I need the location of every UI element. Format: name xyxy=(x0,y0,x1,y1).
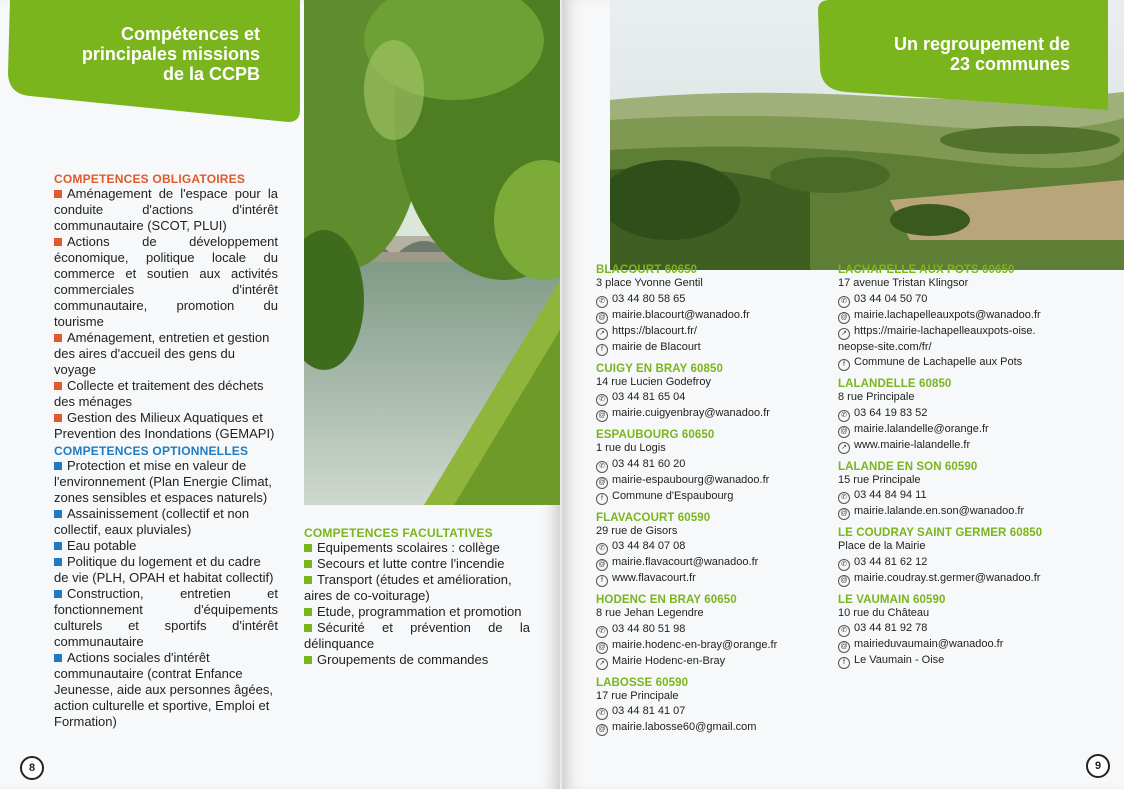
list-item: Sécurité et prévention de la délinquance xyxy=(304,620,530,651)
list-item: Aménagement de l'espace pour la conduite d'actions d'intérêt communautaire (SCOT, PLUI) xyxy=(54,186,278,233)
left-title-line-2: principales missions xyxy=(81,44,260,64)
commune-info-line xyxy=(838,292,1108,308)
right-page xyxy=(562,0,1124,789)
commune-info-line xyxy=(838,308,1108,324)
communes-column-2 xyxy=(838,264,1108,676)
facebook-icon: f xyxy=(838,359,850,371)
page-number-left: 8 xyxy=(20,756,44,780)
commune-info-text[interactable]: 03 44 84 07 08 xyxy=(612,540,686,552)
commune-info-line xyxy=(596,340,828,356)
commune-block xyxy=(596,363,828,423)
commune-info-text[interactable]: mairie.lachapelleauxpots@wanadoo.fr xyxy=(854,308,1041,321)
commune-name: LACHAPELLE AUX POTS 60650 xyxy=(838,264,1015,276)
commune-info-line xyxy=(596,571,828,587)
commune-info-line xyxy=(596,638,828,654)
list-item: Protection et mise en valeur de l'environnement (Plan Energie Climat, zones sensibles et espaces naturels) xyxy=(54,458,272,505)
commune-info-text[interactable]: mairie.coudray.st.germer@wanadoo.fr xyxy=(854,571,1041,584)
email-icon: @ xyxy=(838,312,850,324)
commune-info-text[interactable]: www.flavacourt.fr xyxy=(612,572,696,584)
commune-block xyxy=(838,461,1108,521)
list-item: Transport (études et amélioration, aires de co-voiturage) xyxy=(304,572,512,603)
commune-info-text: 14 rue Lucien Godefroy xyxy=(596,375,711,388)
commune-block xyxy=(838,594,1108,670)
email-icon: @ xyxy=(838,575,850,587)
commune-info-text: 8 rue Principale xyxy=(838,391,915,403)
commune-name: CUIGY EN BRAY 60850 xyxy=(596,362,723,375)
commune-info-line xyxy=(838,473,1108,489)
square-bullet-icon xyxy=(54,334,62,342)
commune-info-line xyxy=(838,653,1108,669)
commune-info-line xyxy=(596,539,828,555)
square-bullet-icon xyxy=(54,510,62,518)
commune-info-line xyxy=(596,473,828,489)
commune-name: HODENC EN BRAY 60650 xyxy=(596,594,737,606)
commune-info-line xyxy=(838,555,1108,571)
commune-info-line xyxy=(596,375,828,391)
commune-block xyxy=(838,378,1108,454)
square-bullet-icon xyxy=(54,542,62,550)
commune-info-text[interactable]: Commune de Lachapelle aux Pots xyxy=(854,356,1023,368)
commune-info-text[interactable]: Mairie Hodenc-en-Bray xyxy=(612,654,726,667)
commune-info-text[interactable]: 03 44 80 51 98 xyxy=(612,622,686,635)
competences-optionnelles-section xyxy=(54,444,278,730)
email-icon: @ xyxy=(596,559,608,571)
list-item: Politique du logement et du cadre de vie (PLH, OPAH et habitat collectif) xyxy=(54,554,274,585)
commune-info-line xyxy=(596,276,828,292)
web-icon: ↗ xyxy=(838,442,850,454)
facebook-icon: f xyxy=(596,344,608,356)
commune-info-line xyxy=(596,704,828,720)
phone-icon: ✆ xyxy=(838,492,850,504)
commune-info-text[interactable]: mairie.flavacourt@wanadoo.fr xyxy=(612,556,759,568)
right-page-title xyxy=(838,34,1070,74)
phone-icon: ✆ xyxy=(596,543,608,555)
commune-name: ESPAUBOURG 60650 xyxy=(596,429,715,441)
list-item: Equipements scolaires : collège xyxy=(304,540,530,556)
commune-info-line xyxy=(596,390,828,406)
commune-info-line xyxy=(596,720,828,736)
left-page xyxy=(0,0,560,789)
email-icon: @ xyxy=(838,508,850,520)
commune-block xyxy=(596,512,828,588)
commune-info-text[interactable]: 03 44 81 65 04 xyxy=(612,391,686,403)
commune-info-text[interactable]: mairie.hodenc-en-bray@orange.fr xyxy=(612,638,778,651)
commune-info-text[interactable]: mairie.blacourt@wanadoo.fr xyxy=(612,308,750,321)
phone-icon: ✆ xyxy=(596,394,608,406)
commune-info-line xyxy=(596,489,828,505)
facebook-icon: f xyxy=(596,575,608,587)
square-bullet-icon xyxy=(54,462,62,470)
square-bullet-icon xyxy=(304,656,312,664)
list-item: Groupements de commandes xyxy=(304,652,530,668)
commune-info-line xyxy=(596,606,828,622)
competences-obligatoires-section xyxy=(54,172,278,442)
facebook-icon: f xyxy=(596,493,608,505)
square-bullet-icon xyxy=(54,190,62,198)
email-icon: @ xyxy=(596,312,608,324)
list-item: Secours et lutte contre l'incendie xyxy=(304,556,530,572)
commune-info-line xyxy=(596,292,828,308)
right-title-ribbon xyxy=(818,0,1118,118)
commune-info-text: Place de la Mairie xyxy=(838,540,926,552)
page-number-right: 9 xyxy=(1086,754,1110,778)
commune-block xyxy=(596,264,828,356)
commune-info-text[interactable]: mairieduvaumain@wanadoo.fr xyxy=(854,638,1004,650)
commune-info-text[interactable]: 03 44 81 92 78 xyxy=(854,622,928,634)
commune-info-text[interactable]: 03 44 81 60 20 xyxy=(612,457,686,470)
email-icon: @ xyxy=(596,410,608,422)
square-bullet-icon xyxy=(304,624,312,632)
commune-info-text[interactable]: Le Vaumain - Oise xyxy=(854,654,945,666)
phone-icon: ✆ xyxy=(838,559,850,571)
phone-icon: ✆ xyxy=(596,461,608,473)
email-icon: @ xyxy=(838,426,850,438)
section-heading: COMPETENCES OPTIONNELLES xyxy=(54,444,249,458)
commune-name: LE VAUMAIN 60590 xyxy=(838,593,946,606)
commune-block xyxy=(596,429,828,505)
background-watermark xyxy=(20,430,32,478)
commune-info-line xyxy=(596,406,828,422)
river-bridge-photo xyxy=(304,0,560,505)
list-item: Aménagement, entretien et gestion des aires d'accueil des gens du voyage xyxy=(54,330,270,377)
commune-info-text[interactable]: mairie.lalandelle@orange.fr xyxy=(854,422,989,435)
list-item: Actions sociales d'intérêt communautaire (contrat Enfance Jeunesse, aide aux personnes âgées, action culturelle et sportive, Emploi et Formation) xyxy=(54,650,273,729)
commune-info-line xyxy=(596,622,828,638)
commune-info-line xyxy=(838,488,1108,504)
square-bullet-icon xyxy=(304,544,312,552)
section-heading: COMPETENCES OBLIGATOIRES xyxy=(54,172,246,186)
section-heading: COMPETENCES FACULTATIVES xyxy=(304,526,493,540)
square-bullet-icon xyxy=(304,608,312,616)
commune-info-line xyxy=(838,606,1108,622)
square-bullet-icon xyxy=(54,558,62,566)
square-bullet-icon xyxy=(54,590,62,598)
phone-icon: ✆ xyxy=(838,296,850,308)
commune-info-line xyxy=(838,340,1108,356)
competences-facultatives-section xyxy=(304,526,530,668)
commune-info-line xyxy=(596,457,828,473)
web-icon: ↗ xyxy=(838,328,850,340)
commune-info-line xyxy=(838,539,1108,555)
left-title-line-1: Compétences et xyxy=(120,24,260,44)
commune-info-line xyxy=(838,637,1108,653)
left-page-title xyxy=(40,24,260,84)
commune-info-text: 8 rue Jehan Legendre xyxy=(596,607,704,619)
commune-info-text[interactable]: mairie.labosse60@gmail.com xyxy=(612,721,757,733)
commune-info-text: 3 place Yvonne Gentil xyxy=(596,277,703,289)
list-item: Construction, entretien et fonctionnement d'équipements culturels et sportifs d'intérêt communautaire xyxy=(54,586,278,649)
list-item: Eau potable xyxy=(54,538,278,554)
commune-info-text[interactable]: mairie.cuigyenbray@wanadoo.fr xyxy=(612,407,770,419)
commune-info-text[interactable]: https://mairie-lachapelleauxpots-oise. xyxy=(854,324,1036,337)
web-icon: ↗ xyxy=(596,658,608,670)
email-icon: @ xyxy=(596,724,608,736)
commune-info-text: 15 rue Principale xyxy=(838,473,921,486)
commune-info-line xyxy=(596,654,828,670)
phone-icon: ✆ xyxy=(596,708,608,720)
right-title-line-2: 23 communes xyxy=(949,54,1070,74)
commune-info-text[interactable]: 03 44 81 41 07 xyxy=(612,705,686,717)
commune-info-line xyxy=(596,524,828,540)
commune-info-text[interactable]: 03 44 80 58 65 xyxy=(612,292,686,305)
left-title-ribbon xyxy=(0,0,300,125)
commune-info-line xyxy=(838,276,1108,292)
commune-info-text[interactable]: mairie-espaubourg@wanadoo.fr xyxy=(612,473,770,486)
email-icon: @ xyxy=(596,642,608,654)
commune-name: FLAVACOURT 60590 xyxy=(596,511,711,524)
commune-info-text[interactable]: 03 64 19 83 52 xyxy=(854,406,928,419)
square-bullet-icon xyxy=(54,238,62,246)
list-item: Actions de développement économique, politique locale du commerce et soutien aux activités commerciales d'intérêt communautaire, promotion du tourisme xyxy=(54,234,278,329)
web-icon: ↗ xyxy=(596,328,608,340)
commune-info-text: 1 rue du Logis xyxy=(596,442,666,454)
list-item: Etude, programmation et promotion xyxy=(304,604,530,620)
commune-name: LE COUDRAY SAINT GERMER 60850 xyxy=(838,527,1043,539)
commune-info-line xyxy=(596,324,828,340)
commune-info-text[interactable]: 03 44 81 62 12 xyxy=(854,555,928,568)
phone-icon: ✆ xyxy=(838,625,850,637)
list-item: Collecte et traitement des déchets des ménages xyxy=(54,378,264,409)
commune-info-line xyxy=(838,504,1108,520)
commune-info-line xyxy=(838,324,1108,340)
list-item: Gestion des Milieux Aquatiques et Prevention des Inondations (GEMAPI) xyxy=(54,410,275,441)
commune-info-text[interactable]: www.mairie-lalandelle.fr xyxy=(854,438,971,451)
email-icon: @ xyxy=(596,477,608,489)
phone-icon: ✆ xyxy=(596,296,608,308)
commune-info-line xyxy=(596,441,828,457)
commune-block xyxy=(838,527,1108,587)
commune-block xyxy=(596,594,828,670)
commune-info-line xyxy=(838,390,1108,406)
commune-name: LALANDE EN SON 60590 xyxy=(838,460,978,473)
commune-block xyxy=(596,677,828,737)
commune-info-text[interactable]: 03 44 84 94 11 xyxy=(854,489,927,501)
commune-info-text: 17 rue Principale xyxy=(596,689,679,702)
right-title-line-1: Un regroupement de xyxy=(893,34,1070,54)
commune-info-text[interactable]: https://blacourt.fr/ xyxy=(612,324,697,337)
commune-name: BLACOURT 60650 xyxy=(596,264,698,276)
square-bullet-icon xyxy=(304,576,312,584)
commune-info-line xyxy=(838,438,1108,454)
commune-info-line xyxy=(838,571,1108,587)
communes-column-1 xyxy=(596,264,828,743)
square-bullet-icon xyxy=(54,654,62,662)
left-title-line-3: de la CCPB xyxy=(162,64,260,84)
commune-info-text[interactable]: 03 44 04 50 70 xyxy=(854,292,928,305)
commune-info-text[interactable]: mairie de Blacourt xyxy=(612,340,701,353)
commune-info-text[interactable]: mairie.lalande.en.son@wanadoo.fr xyxy=(854,505,1025,517)
commune-info-text: 10 rue du Château xyxy=(838,606,930,619)
email-icon: @ xyxy=(838,641,850,653)
commune-info-line xyxy=(596,308,828,324)
commune-info-line xyxy=(596,555,828,571)
list-item: Assainissement (collectif et non collectif, eaux pluviales) xyxy=(54,506,250,537)
facebook-icon: f xyxy=(838,657,850,669)
commune-info-text[interactable]: Commune d'Espaubourg xyxy=(612,489,734,502)
square-bullet-icon xyxy=(54,414,62,422)
commune-info-text: neopse-site.com/fr/ xyxy=(838,340,932,353)
commune-info-line xyxy=(838,406,1108,422)
commune-info-line xyxy=(596,689,828,705)
commune-name: LABOSSE 60590 xyxy=(596,676,689,689)
commune-info-line xyxy=(838,422,1108,438)
commune-name: LALANDELLE 60850 xyxy=(838,378,952,390)
commune-info-line xyxy=(838,355,1108,371)
phone-icon: ✆ xyxy=(596,626,608,638)
phone-icon: ✆ xyxy=(838,410,850,422)
square-bullet-icon xyxy=(304,560,312,568)
square-bullet-icon xyxy=(54,382,62,390)
commune-block xyxy=(838,264,1108,371)
commune-info-text: 29 rue de Gisors xyxy=(596,524,678,537)
commune-info-text: 17 avenue Tristan Klingsor xyxy=(838,277,969,289)
commune-info-line xyxy=(838,621,1108,637)
